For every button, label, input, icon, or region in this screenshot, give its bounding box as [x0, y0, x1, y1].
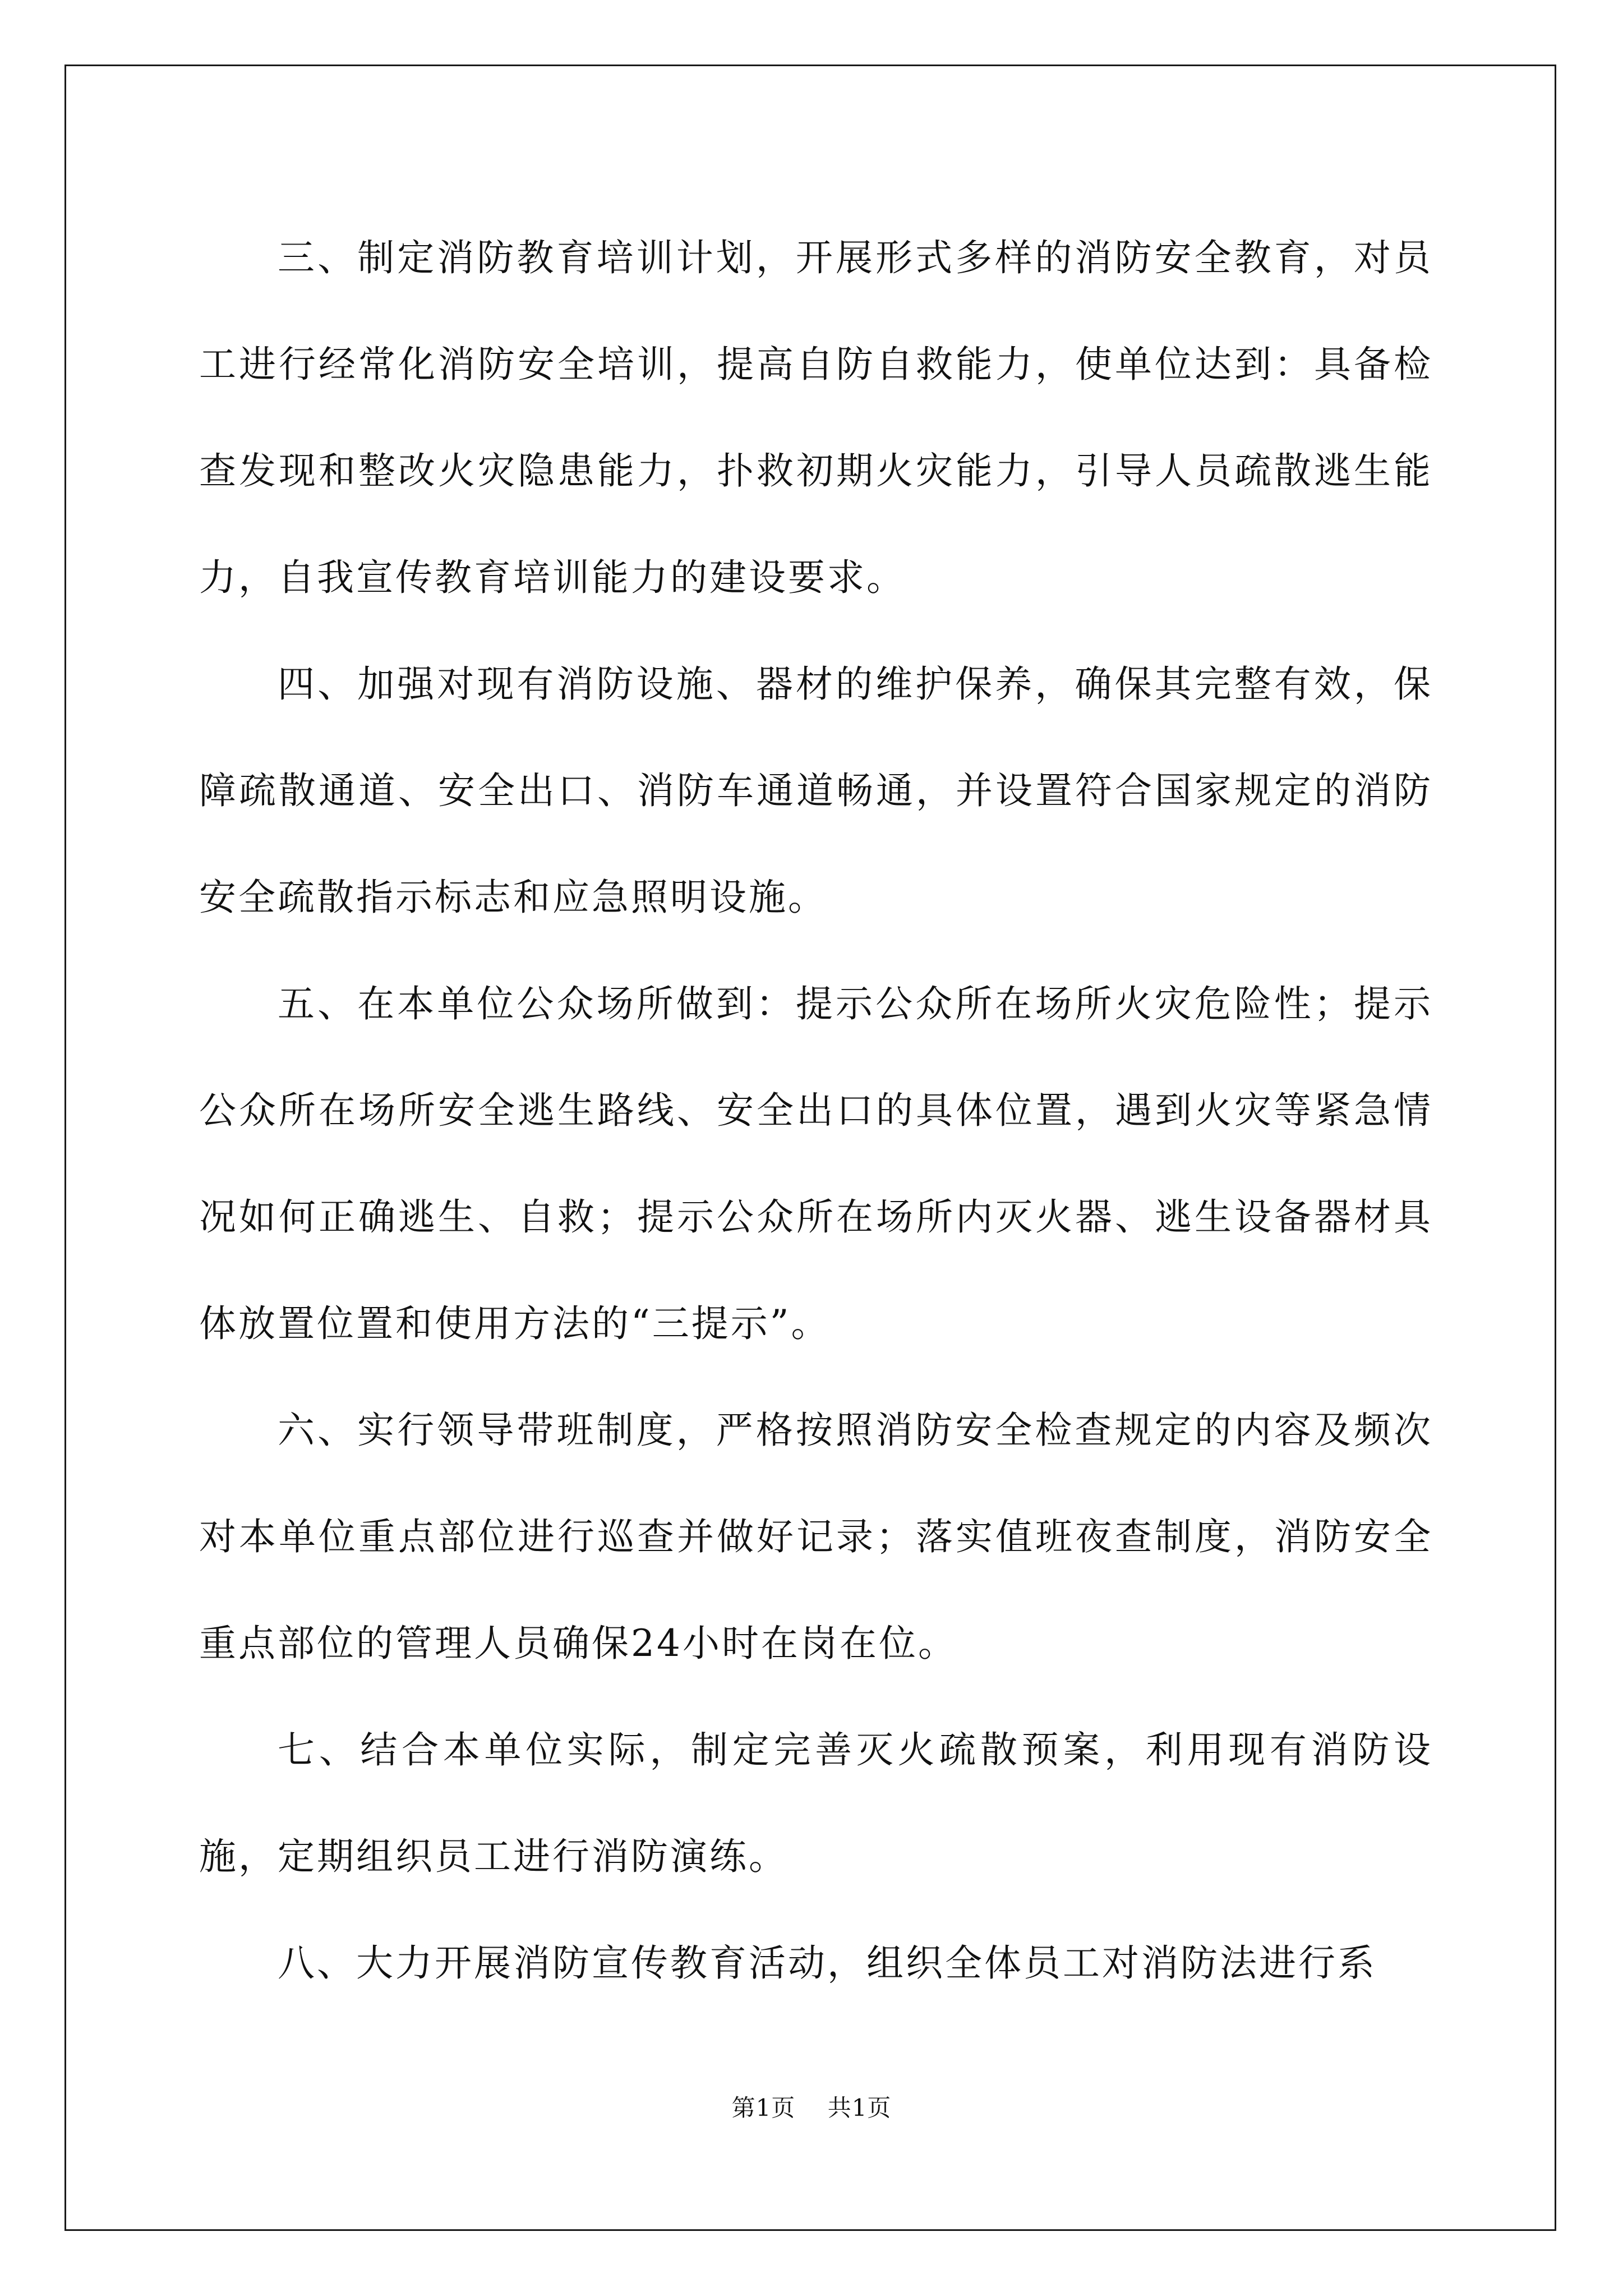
paragraph-8: 八、大力开展消防宣传教育活动，组织全体员工对消防法进行系: [278, 1941, 1377, 1985]
page-number: 第1页: [731, 2094, 796, 2122]
paragraph-5: 五、在本单位公众场所做到：提示公众所在场所火灾危险性；提示公众所在场所安全逃生路线、安全出口的具体位置，遇到火灾等紧急情况如何正确逃生、自救；提示公众所在场所内灭火器、逃生设备器材具体放置位置和使用方法的“三提示”。: [199, 982, 1433, 1345]
paragraph-7: 七、结合本单位实际，制定完善灭火疏散预案，利用现有消防设施，定期组织员工进行消防演练。: [199, 1728, 1433, 1878]
document-body: [199, 205, 1433, 2017]
paragraph-3: 三、制定消防教育培训计划，开展形式多样的消防安全教育，对员工进行经常化消防安全培训，提高自防自救能力，使单位达到：具备检查发现和整改火灾隐患能力，扑救初期火灾能力，引导人员疏散逃生能力，自我宣传教育培训能力的建设要求。: [199, 236, 1433, 599]
paragraph-4: 四、加强对现有消防设施、器材的维护保养，确保其完整有效，保障疏散通道、安全出口、消防车通道畅通，并设置符合国家规定的消防安全疏散指示标志和应急照明设施。: [199, 662, 1433, 919]
page-footer: [0, 2090, 1623, 2123]
paragraph-6: 六、实行领导带班制度，严格按照消防安全检查规定的内容及频次对本单位重点部位进行巡查并做好记录；落实值班夜查制度，消防安全重点部位的管理人员确保24小时在岗在位。: [199, 1409, 1433, 1665]
page-total: 共1页: [827, 2094, 892, 2122]
